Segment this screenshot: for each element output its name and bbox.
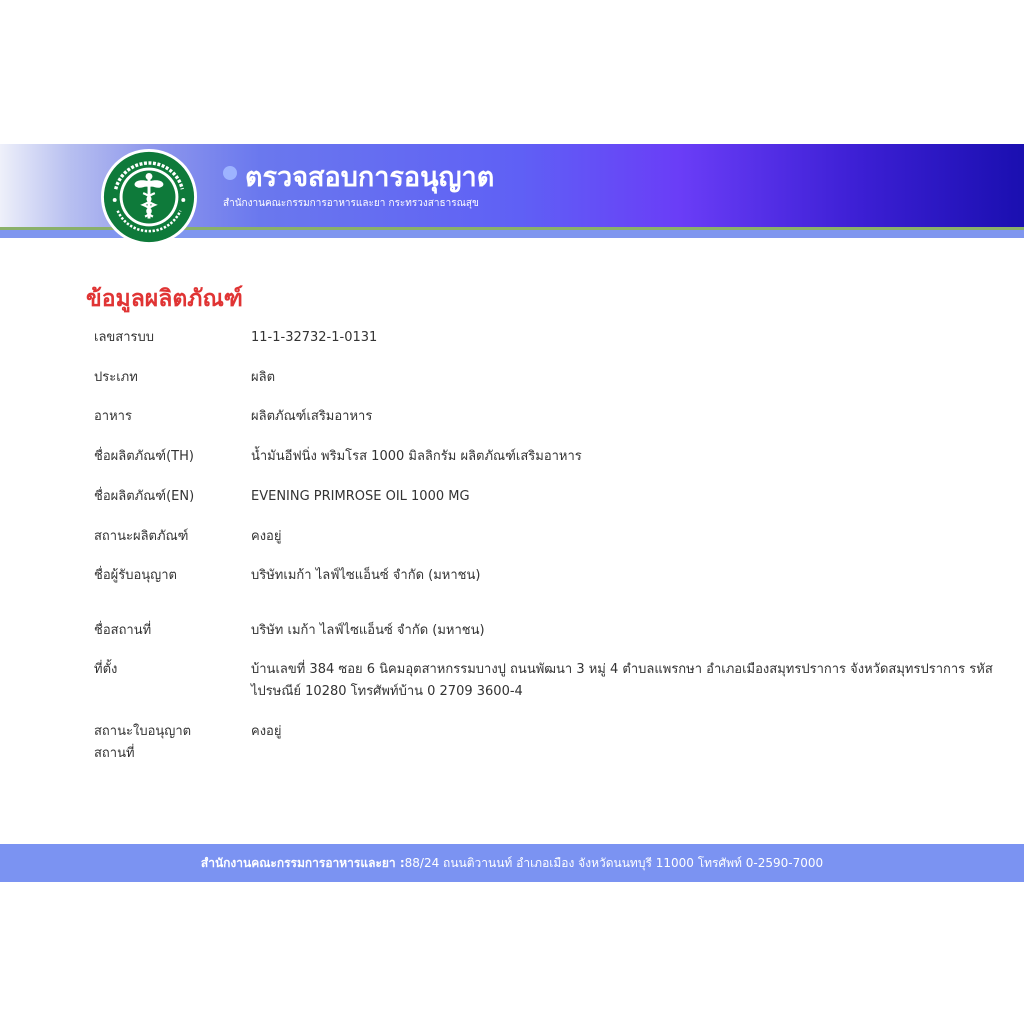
- info-value: ผลิตภัณฑ์เสริมอาหาร: [251, 409, 373, 424]
- site-subtitle: สำนักงานคณะกรรมการอาหารและยา กระทรวงสาธารณสุข: [223, 198, 479, 209]
- ministry-seal-logo[interactable]: [100, 148, 198, 246]
- site-title: ตรวจสอบการอนุญาต: [245, 162, 495, 193]
- page-footer: [0, 844, 1024, 882]
- info-label: เลขสารบบ: [94, 330, 155, 345]
- info-value: 11-1-32732-1-0131: [251, 330, 378, 345]
- info-value: บริษัท เมก้า ไลฟ์ไซแอ็นซ์ จำกัด (มหาชน): [251, 623, 485, 638]
- product-info-heading: ข้อมูลผลิตภัณฑ์: [86, 286, 243, 312]
- info-value: ผลิต: [251, 370, 276, 385]
- footer-address: 88/24 ถนนติวานนท์ อำเภอเมือง จังหวัดนนทบุรี 11000 โทรศัพท์ 0-2590-7000: [404, 855, 824, 870]
- info-value: คงอยู่: [251, 724, 282, 739]
- info-value: บ้านเลขที่ 384 ซอย 6 นิคมอุตสาหกรรมบางปู ถนนพัฒนา 3 หมู่ 4 ตำบลแพรกษา อำเภอเมืองสมุทรปราการ จังหวัดสมุทรปราการ รหัสไปรษณีย์ 10280 โทรศัพท์บ้าน 0 2709 3600-4: [251, 662, 993, 699]
- info-value: คงอยู่: [251, 529, 282, 544]
- info-label: ชื่อผลิตภัณฑ์(EN): [94, 489, 195, 504]
- info-label: สถานะผลิตภัณฑ์: [94, 529, 189, 544]
- info-label: อาหาร: [94, 409, 132, 424]
- info-label: ชื่อผู้รับอนุญาต: [94, 568, 177, 583]
- info-label: สถานะใบอนุญาตสถานที่: [94, 724, 192, 761]
- info-label: ประเภท: [94, 370, 138, 385]
- info-value: บริษัทเมก้า ไลฟ์ไซแอ็นซ์ จำกัด (มหาชน): [251, 568, 481, 583]
- info-label: ที่ตั้ง: [94, 662, 118, 677]
- info-label: ชื่อผลิตภัณฑ์(TH): [94, 449, 194, 464]
- footer-org-label: สำนักงานคณะกรรมการอาหารและยา :: [200, 855, 405, 870]
- info-value: EVENING PRIMROSE OIL 1000 MG: [251, 489, 470, 504]
- title-bullet-icon: [223, 166, 237, 180]
- info-label: ชื่อสถานที่: [94, 623, 152, 638]
- info-value: น้ำมันอีฟนิ่ง พริมโรส 1000 มิลลิกรัม ผลิตภัณฑ์เสริมอาหาร: [251, 449, 582, 464]
